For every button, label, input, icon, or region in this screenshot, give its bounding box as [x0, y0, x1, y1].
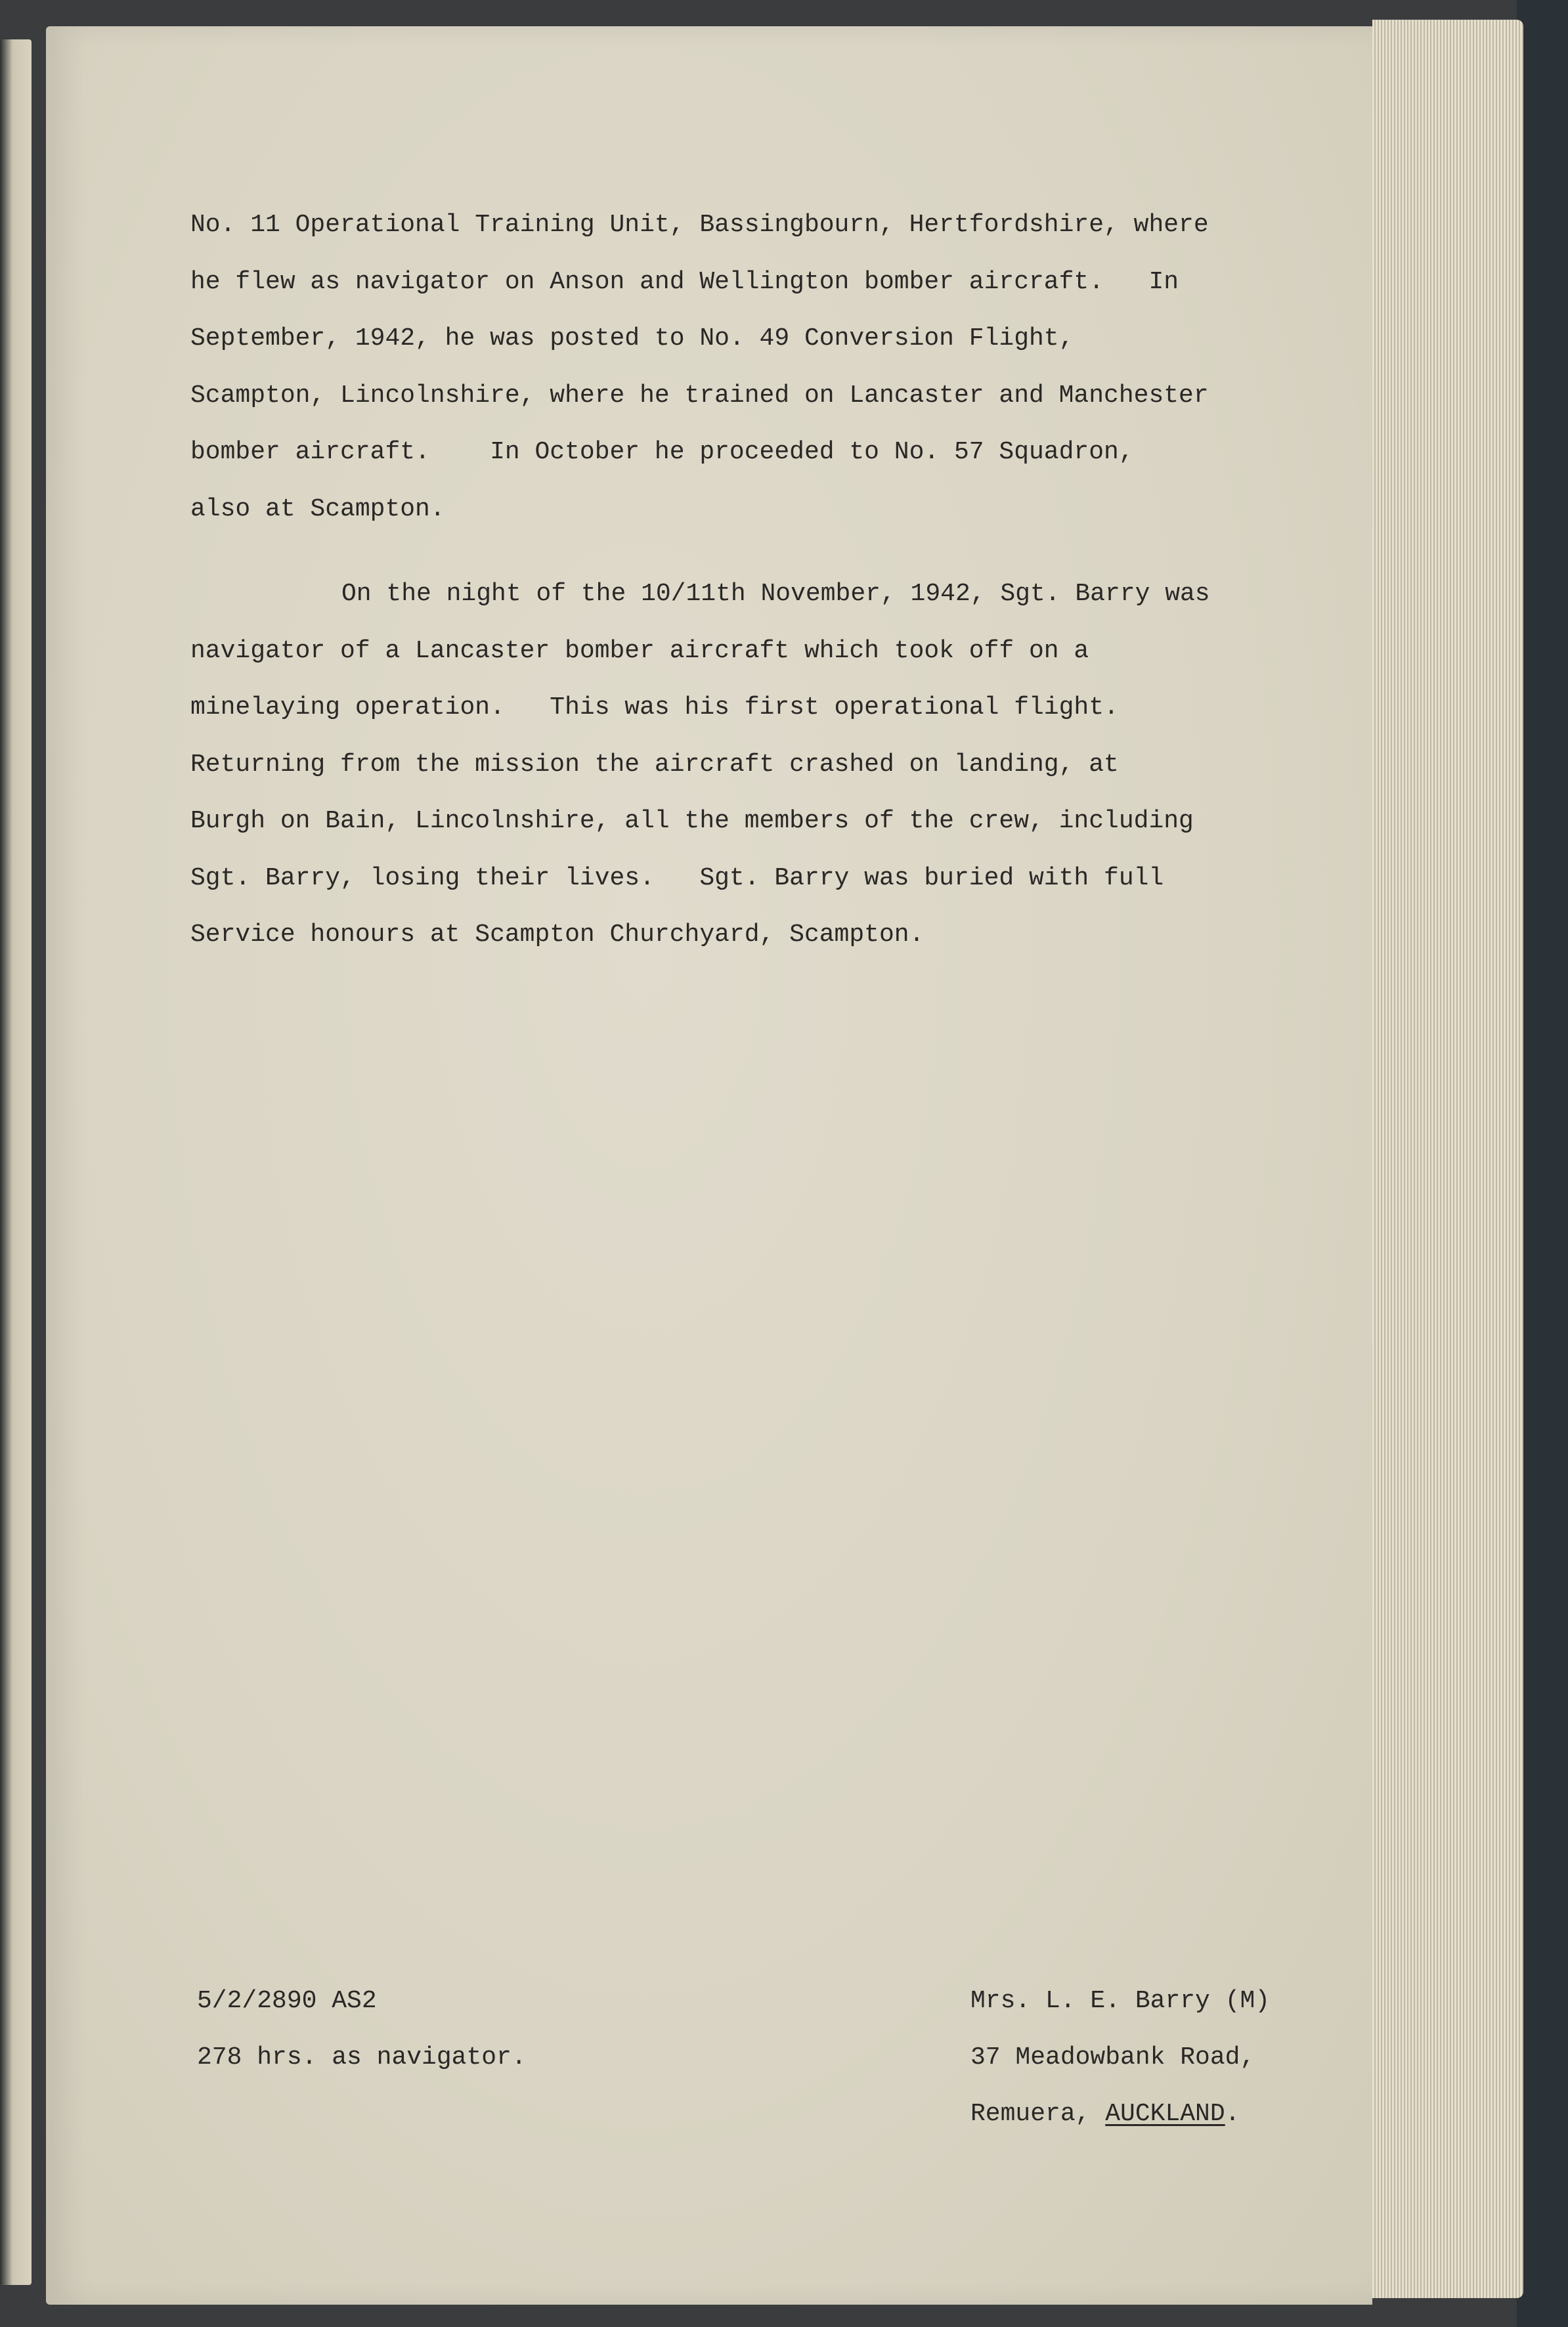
body-line: also at Scampton. [190, 494, 445, 523]
address-line-1: 37 Meadowbank Road, [970, 2043, 1255, 2072]
address-city: AUCKLAND [1105, 2100, 1225, 2128]
body-line: Scampton, Lincolnshire, where he trained on Lancaster and Manchester [190, 381, 1209, 410]
address-period: . [1225, 2100, 1240, 2128]
address-line-2 [970, 2086, 1270, 2142]
left-page-edge [0, 39, 32, 2285]
body-line: Burgh on Bain, Lincolnshire, all the members of the crew, including [190, 807, 1194, 835]
body-line: navigator of a Lancaster bomber aircraft which took off on a [190, 636, 1089, 665]
next-of-kin-block [970, 1973, 1270, 2142]
file-reference: 5/2/2890 AS2 [197, 1987, 377, 2015]
next-of-kin-name: Mrs. L. E. Barry (M) [970, 1987, 1271, 2015]
body-line: No. 11 Operational Training Unit, Bassingbourn, Hertfordshire, where [190, 211, 1209, 239]
body-line: Returning from the mission the aircraft crashed on landing, at [190, 750, 1119, 779]
book-cover-edge [1517, 0, 1568, 2327]
body-line: minelaying operation. This was his first operational flight. [190, 693, 1119, 722]
body-line: Sgt. Barry, losing their lives. Sgt. Barry was buried with full [190, 863, 1164, 892]
address-suburb: Remuera, [970, 2100, 1106, 2128]
page-stack-edge [1372, 20, 1523, 2298]
flying-hours: 278 hrs. as navigator. [197, 2043, 527, 2072]
body-line: he flew as navigator on Anson and Wellington bomber aircraft. In [190, 267, 1179, 296]
footer-reference-block [197, 1973, 527, 2086]
body-line: bomber aircraft. In October he proceeded to No. 57 Squadron, [190, 438, 1134, 466]
body-line: On the night of the 10/11th November, 1942, Sgt. Barry was [341, 580, 1210, 608]
typed-body [190, 197, 1353, 964]
body-line: September, 1942, he was posted to No. 49 Conversion Flight, [190, 324, 1074, 353]
body-line: Service honours at Scampton Churchyard, Scampton. [190, 921, 925, 949]
